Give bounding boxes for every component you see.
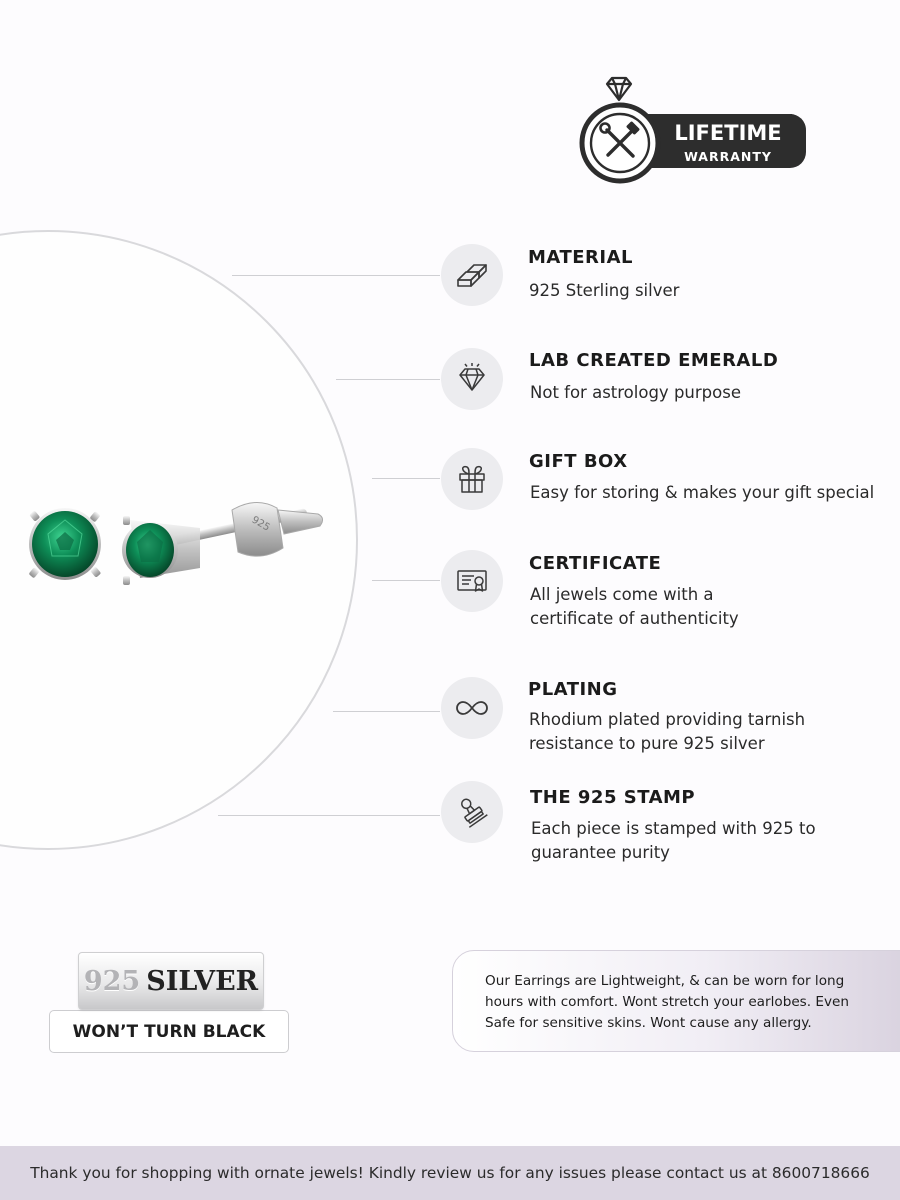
feature-desc: resistance to pure 925 silver — [529, 734, 765, 753]
silver-925-badge — [78, 952, 264, 1010]
feature-desc: All jewels come with a — [530, 585, 714, 604]
feature-icon-wrap — [441, 348, 503, 410]
feature-desc: Not for astrology purpose — [530, 383, 741, 402]
feature-title: GIFT BOX — [529, 451, 628, 472]
emerald-earrings-image — [20, 480, 350, 610]
stamp-icon — [455, 795, 489, 829]
stamp-925-text: 925 — [249, 514, 272, 534]
warranty-badge-graphic — [578, 72, 810, 184]
feature-desc: Easy for storing & makes your gift special — [530, 483, 875, 502]
note-line: hours with comfort. Wont stretch your earlobes. Even — [485, 994, 850, 1010]
feature-title: PLATING — [528, 679, 618, 700]
connector-line — [232, 275, 440, 276]
silver-bar-icon — [455, 258, 489, 292]
diamond-icon — [607, 78, 631, 100]
connector-line — [336, 379, 440, 380]
note-line: Safe for sensitive skins. Wont cause any allergy. — [485, 1015, 812, 1031]
lifetime-warranty-badge — [578, 72, 810, 184]
silver-word: SILVER — [146, 965, 259, 997]
gift-box-icon — [455, 462, 489, 496]
feature-desc: guarantee purity — [531, 843, 670, 862]
feature-title: CERTIFICATE — [529, 553, 662, 574]
feature-title: LAB CREATED EMERALD — [529, 350, 779, 371]
wont-turn-black-label: WON’T TURN BLACK — [49, 1010, 289, 1053]
connector-line — [218, 815, 440, 816]
feature-desc: Each piece is stamped with 925 to — [531, 819, 816, 838]
certificate-icon — [455, 564, 489, 598]
earring-front — [28, 508, 101, 580]
silver-number: 925 — [83, 965, 141, 997]
footer-banner — [0, 1146, 900, 1200]
product-image — [20, 480, 350, 614]
feature-desc: certificate of authenticity — [530, 609, 739, 628]
lightweight-note — [452, 950, 900, 1052]
feature-icon-wrap — [441, 448, 503, 510]
earring-side — [122, 502, 323, 585]
feature-title: MATERIAL — [528, 247, 633, 268]
feature-icon-wrap — [441, 677, 503, 739]
feature-desc: Rhodium plated providing tarnish — [529, 710, 806, 729]
note-line: Our Earrings are Lightweight, & can be worn for long — [485, 973, 845, 989]
footer-text: Thank you for shopping with ornate jewels! Kindly review us for any issues please contact us at 8600718666 — [30, 1164, 870, 1182]
feature-icon-wrap — [441, 550, 503, 612]
connector-line — [333, 711, 440, 712]
warranty-line1: LIFETIME — [674, 121, 782, 145]
feature-icon-wrap — [441, 781, 503, 843]
feature-desc: 925 Sterling silver — [529, 281, 680, 300]
warranty-line2: WARRANTY — [684, 149, 772, 164]
diamond-icon — [455, 362, 489, 396]
infinity-icon — [455, 691, 489, 725]
feature-icon-wrap — [441, 244, 503, 306]
feature-title: THE 925 STAMP — [530, 787, 696, 808]
connector-line — [372, 478, 440, 479]
connector-line — [372, 580, 440, 581]
